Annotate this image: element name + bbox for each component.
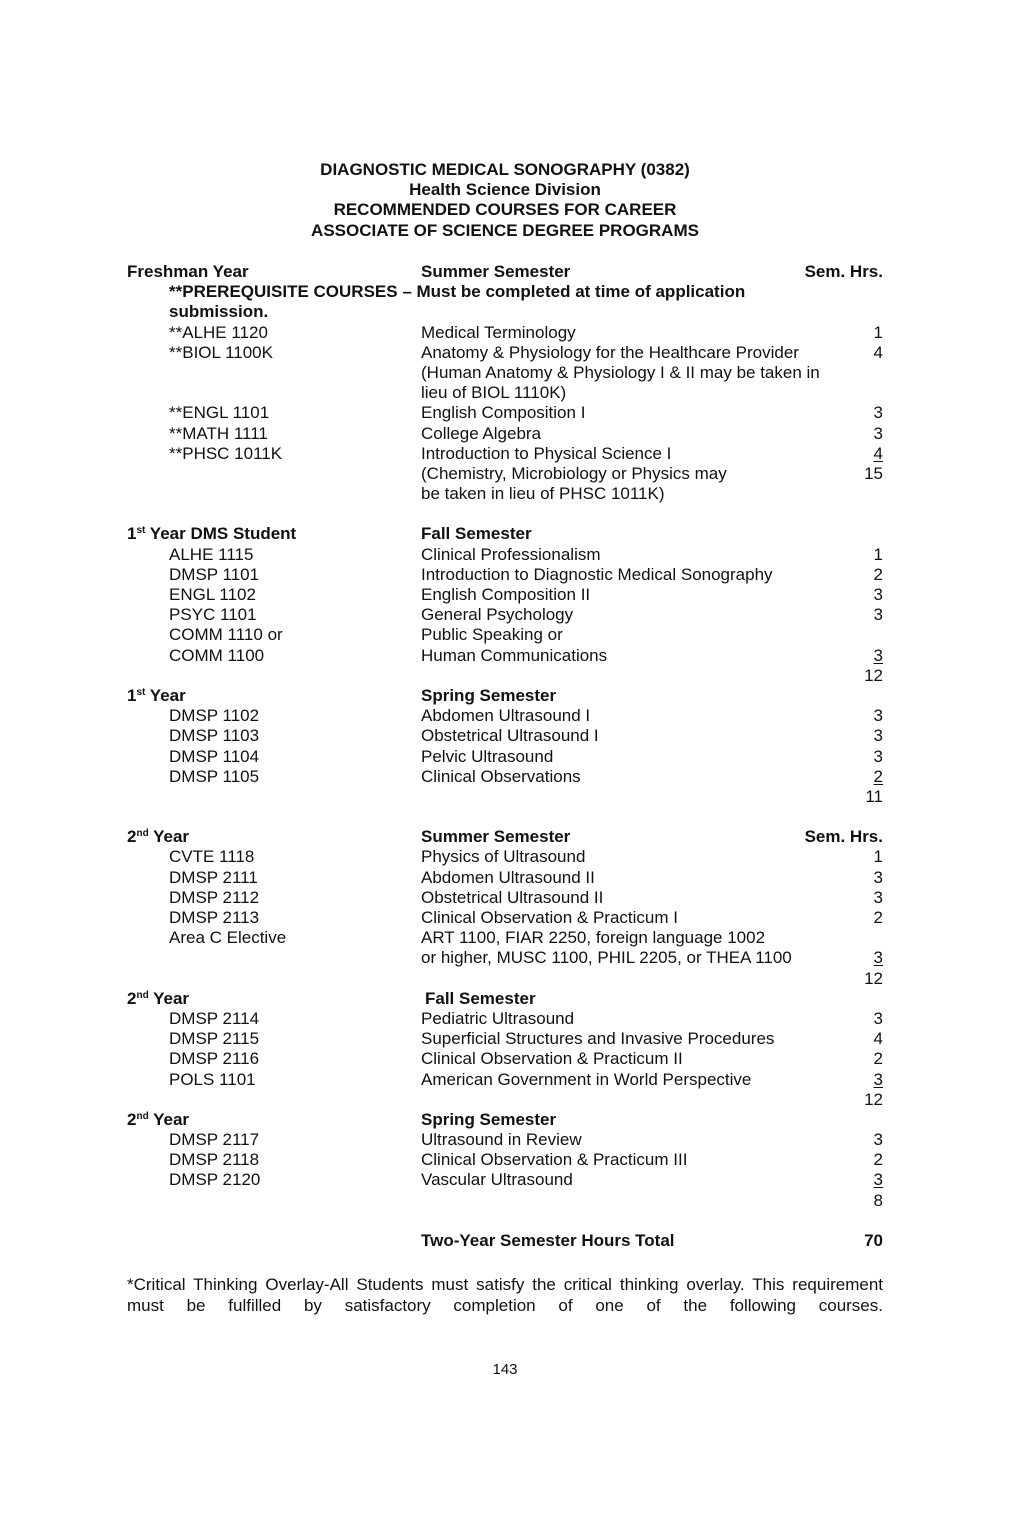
course-hours: 2 (873, 564, 883, 584)
course-hours: 3 (873, 726, 883, 746)
course-title: Abdomen Ultrasound I (421, 706, 591, 726)
course-title: American Government in World Perspective (421, 1069, 752, 1089)
course-row (127, 1070, 883, 1090)
course-row (127, 948, 883, 968)
course-title: Abdomen Ultrasound II (421, 867, 595, 887)
course-note-row (127, 363, 883, 383)
course-hours: 3 (873, 585, 883, 604)
course-title: Clinical Professionalism (421, 544, 601, 564)
course-code: **BIOL 1100K (169, 342, 273, 362)
grand-total-value: 70 (864, 1231, 883, 1250)
semester-total-row (127, 1090, 883, 1110)
course-hours: 3 (873, 1130, 883, 1150)
division-name: Health Science Division (409, 180, 601, 200)
course-code: PSYC 1101 (169, 605, 257, 625)
course-row (127, 444, 883, 464)
course-title: Anatomy & Physiology for the Healthcare Provider (421, 342, 799, 362)
course-code: ALHE 1115 (169, 544, 254, 564)
program-title: DIAGNOSTIC MEDICAL SONOGRAPHY (0382) (320, 160, 690, 179)
grand-total-label: Two-Year Semester Hours Total (421, 1231, 675, 1250)
course-hours: 3 (873, 706, 883, 726)
semester-total: 15 (864, 463, 883, 483)
grand-total-row (127, 1231, 883, 1251)
course-code: Area C Elective (169, 928, 287, 948)
course-code: DMSP 1103 (169, 726, 260, 746)
course-hours: 4 (873, 1029, 883, 1049)
course-note: (Human Anatomy & Physiology I & II may be taken in (421, 362, 820, 382)
course-row (127, 1049, 883, 1069)
course-code: POLS 1101 (169, 1069, 256, 1089)
course-title: English Composition I (421, 403, 586, 423)
course-code: DMSP 2115 (169, 1029, 260, 1049)
course-row (127, 545, 883, 565)
course-code: DMSP 2114 (169, 1008, 260, 1028)
year-label: 1st Year (127, 685, 186, 705)
course-row (127, 424, 883, 444)
section-heading-freshman (127, 262, 883, 282)
course-row (127, 1029, 883, 1049)
course-hours: 2 (873, 766, 883, 786)
course-code: DMSP 2113 (169, 908, 260, 927)
course-hours: 3 (873, 887, 883, 907)
course-row (127, 847, 883, 867)
course-hours: 3 (873, 1069, 883, 1089)
course-title: Pelvic Ultrasound (421, 746, 554, 766)
course-row (127, 585, 883, 605)
semester-total-row (127, 969, 883, 989)
course-code: **ALHE 1120 (169, 322, 268, 342)
year-label: 2nd Year (127, 1109, 190, 1129)
course-row (127, 323, 883, 343)
semester-total: 12 (864, 1089, 883, 1109)
course-title: Pediatric Ultrasound (421, 1008, 575, 1028)
course-code: DMSP 2120 (169, 1170, 261, 1190)
course-code: **MATH 1111 (169, 423, 268, 443)
course-hours: 3 (873, 403, 883, 423)
course-code: DMSP 2118 (169, 1150, 260, 1170)
course-title: English Composition II (421, 585, 591, 604)
course-title: Superficial Structures and Invasive Procedures (421, 1029, 775, 1049)
semester-total-row (127, 1191, 883, 1211)
course-code: COMM 1110 or (169, 625, 283, 645)
prerequisite-note-line-2: submission. (169, 302, 269, 322)
semester-total-row (127, 787, 883, 807)
course-title: Clinical Observations (421, 766, 581, 786)
section-heading-first-year-spring (127, 686, 883, 706)
hours-header: Sem. Hrs. (804, 262, 883, 281)
course-note: be taken in lieu of PHSC 1011K) (421, 484, 665, 504)
course-code: CVTE 1118 (169, 847, 255, 867)
semester-total: 8 (873, 1190, 883, 1210)
course-note: lieu of BIOL 1110K) (421, 383, 567, 403)
course-title: Vascular Ultrasound (421, 1170, 573, 1190)
year-label: Freshman Year (127, 262, 249, 281)
course-title: General Psychology (421, 605, 574, 625)
course-hours: 2 (873, 908, 883, 927)
course-code: **PHSC 1011K (169, 443, 283, 463)
course-hours: 3 (873, 948, 883, 968)
course-hours: 2 (873, 1150, 883, 1170)
course-code: **ENGL 1101 (169, 403, 270, 423)
course-hours: 3 (873, 1008, 883, 1028)
course-note-row (127, 484, 883, 504)
course-row (127, 1130, 883, 1150)
year-label: 2nd Year (127, 988, 190, 1008)
course-title: Introduction to Physical Science I (421, 443, 672, 463)
course-row (127, 767, 883, 787)
course-row (127, 625, 883, 645)
semester-total: 12 (864, 968, 883, 988)
semester-label: Fall Semester (425, 988, 536, 1008)
course-row (127, 868, 883, 888)
course-title: Ultrasound in Review (421, 1130, 582, 1150)
course-row (127, 747, 883, 767)
semester-label: Spring Semester (421, 1109, 557, 1129)
course-row (127, 343, 883, 363)
header-line-4: ASSOCIATE OF SCIENCE DEGREE PROGRAMS (311, 220, 699, 240)
course-hours: 3 (873, 423, 883, 443)
course-hours: 3 (873, 645, 883, 665)
course-row (127, 888, 883, 908)
section-heading-second-year-summer (127, 827, 883, 847)
prerequisite-note (127, 302, 883, 322)
course-title: or higher, MUSC 1100, PHIL 2205, or THEA 1100 (421, 948, 792, 968)
semester-label: Fall Semester (421, 524, 532, 544)
course-code: DMSP 1105 (169, 766, 260, 786)
section-heading-first-year-fall (127, 524, 883, 544)
course-title: Clinical Observation & Practicum I (421, 908, 678, 927)
course-hours: 1 (873, 847, 883, 867)
course-hours: 1 (873, 544, 883, 564)
semester-total-row (127, 666, 883, 686)
course-code: DMSP 1101 (169, 564, 260, 584)
prerequisite-note-line-1: **PREREQUISITE COURSES – Must be completed at time of application (169, 282, 746, 302)
semester-total: 11 (865, 786, 883, 806)
course-title: Public Speaking or (421, 625, 563, 645)
course-title: Physics of Ultrasound (421, 847, 586, 867)
section-heading-second-year-spring (127, 1110, 883, 1130)
course-code: COMM 1100 (169, 645, 265, 665)
course-title: Introduction to Diagnostic Medical Sonography (421, 564, 773, 584)
document-header (0, 160, 1010, 241)
course-hours: 3 (873, 746, 883, 766)
course-note-row (127, 383, 883, 403)
course-note: (Chemistry, Microbiology or Physics may (421, 463, 727, 483)
course-row (127, 706, 883, 726)
prerequisite-note (127, 282, 883, 302)
course-code: ENGL 1102 (169, 585, 256, 604)
course-row (127, 605, 883, 625)
course-code: DMSP 2112 (169, 887, 260, 907)
critical-thinking-note: *Critical Thinking Overlay-All Students must satisfy the critical thinking overlay. This requirement must be fulfilled by satisfactory completion of one of the following courses. (127, 1275, 883, 1315)
course-code: DMSP 1102 (169, 706, 260, 726)
course-title: Obstetrical Ultrasound I (421, 726, 599, 746)
year-label: 1st Year DMS Student (127, 524, 297, 544)
page-number: 143 (492, 1361, 518, 1378)
course-hours: 2 (873, 1049, 883, 1069)
semester-label: Spring Semester (421, 685, 557, 705)
header-line-3: RECOMMENDED COURSES FOR CAREER (333, 200, 677, 220)
year-label: 2nd Year (127, 827, 190, 847)
course-row (127, 646, 883, 666)
course-note-row (127, 464, 883, 484)
section-heading-second-year-fall (127, 989, 883, 1009)
course-row (127, 908, 883, 928)
course-title: Human Communications (421, 645, 608, 665)
course-row (127, 403, 883, 423)
course-code: DMSP 2116 (169, 1049, 260, 1069)
course-title: Clinical Observation & Practicum III (421, 1150, 688, 1170)
course-code: DMSP 2111 (169, 867, 258, 887)
course-hours: 1 (873, 322, 883, 342)
course-title: Clinical Observation & Practicum II (421, 1049, 683, 1069)
course-hours: 4 (873, 342, 883, 362)
course-code: DMSP 1104 (169, 746, 260, 766)
hours-header: Sem. Hrs. (804, 827, 883, 847)
semester-label: Summer Semester (421, 262, 571, 281)
course-hours: 3 (873, 605, 883, 625)
course-row (127, 1170, 883, 1190)
course-hours: 3 (873, 1170, 883, 1190)
course-row (127, 1150, 883, 1170)
course-hours: 4 (873, 443, 883, 463)
course-title: ART 1100, FIAR 2250, foreign language 1002 (421, 928, 766, 948)
course-title: College Algebra (421, 423, 542, 443)
course-hours: 3 (873, 867, 883, 887)
semester-total: 12 (864, 665, 883, 685)
course-row (127, 928, 883, 948)
course-title: Medical Terminology (421, 322, 576, 342)
course-title: Obstetrical Ultrasound II (421, 887, 604, 907)
semester-label: Summer Semester (421, 827, 571, 847)
course-row (127, 726, 883, 746)
course-row (127, 1009, 883, 1029)
course-code: DMSP 2117 (169, 1130, 260, 1150)
course-plan (127, 262, 883, 1251)
course-row (127, 565, 883, 585)
